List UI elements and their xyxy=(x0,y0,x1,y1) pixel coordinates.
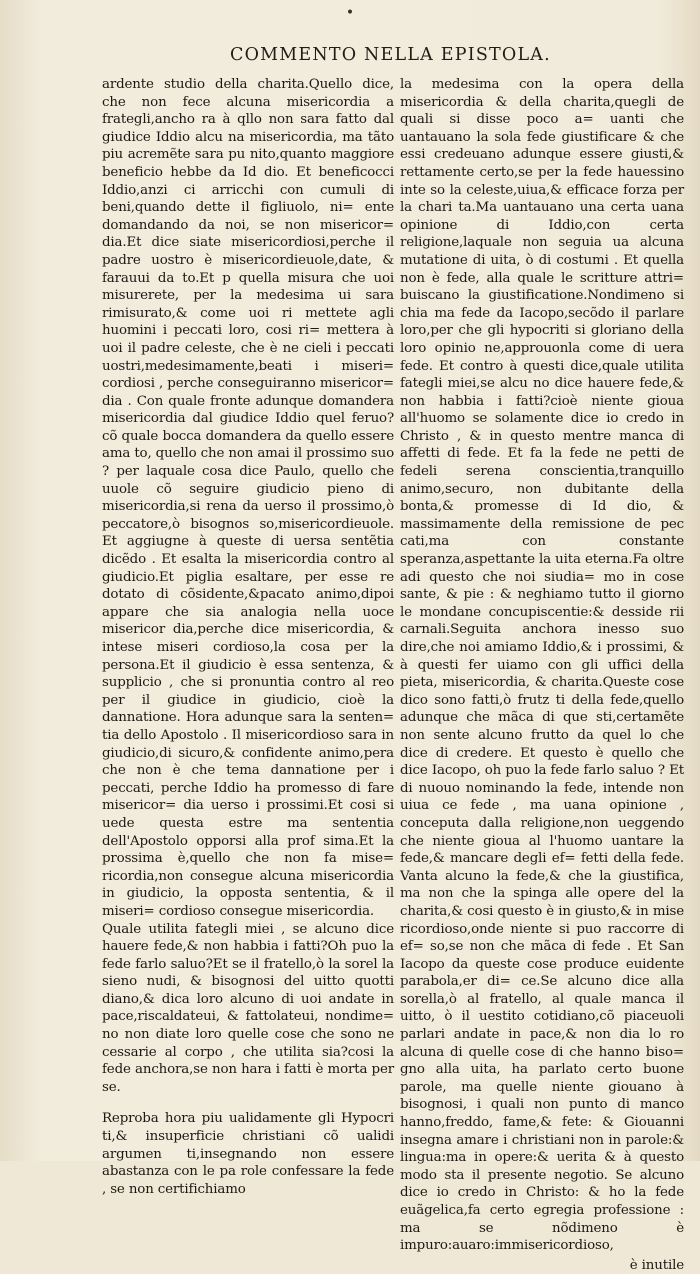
printer-mark: • xyxy=(345,5,355,21)
left-paragraph-3: Reproba hora piu ualidamente gli Hypocri ti,& insuperficie christiani cõ ualidi argumen ti,insegnando non essere abastanza con le pa role confessare la fede , se non certifichiamo xyxy=(102,1111,394,1197)
right-paragraph-1: la medesima con la opera della misericordia & della charita,quegli de quali si disse poco a= uanti che uantauano la sola fede giustificare & che essi credeuano adunque essere giusti,& rettamente certo,se per la fede hauessino inte so la celeste,uiua,& efficace forza per la chari ta.Ma uantauano una certa uana opinione di Iddio,con certa religione,laquale non seguia ua alcuna mutatione di uita, ò di costumi . Et quella non è fede, alla quale le scritture attri= buiscano la giustificatione.Nondimeno si chia ma fede da Iacopo,secõdo il parlare loro,per che gli hypocriti si gloriano della loro opinio ne,approuonla come di uera fede. Et contro à questi dice,quale utilita fategli miei,se alcu no dice hauere fede,& non habbia i fatti?cioè niente gioua all'huomo se solamente dice io credo in Christo , & in questo mentre manca di affetti di fede. Et fa la fede ne petti de fedeli serena conscientia,tranquillo animo,securo, non dubitante della bonta,& promesse di Id dio, & massimamente della remissione de pec cati,ma con constante speranza,aspettante la uita eterna.Fa oltre adi questo che noi siudia= mo in cose sante, & pie : & neghiamo tutto il giorno le mondane concupiscentie:& desside rii carnali.Seguita anchora inesso suo dire,che noi amiamo Iddio,& i prossimi, & à questi fer uiamo con gli uffici della pieta, misericordia, & charita.Queste cose dico sono fatti,ò frutz ti della fede,quello adunque che mãca di que sti,certamẽte non sente alcuno frutto da quel lo che dice di credere. Et questo è quello che dice Iacopo, oh puo la fede farlo saluo ? Et di nuouo nominando la fede, intende non uiua ce fede , ma uana opinione , conceputa dalla religione,non ueggendo che niente gioua al l'huomo uantare la fede,& mancare degli ef= fetti della fede. Vanta alcuno la fede,& che la giustifica, ma non che la spinga alle opere del la charita,& cosi questo è in giusto,& in mise ricordioso,onde niente si puo raccorre di ef= so,se non che mãca di fede . Et San Iacopo da queste cose produce euidente parabola,er di= ce.Se alcuno dice alla sorella,ò al fratello, al quale manca il uitto, ò il uestito cotidiano,cõ piaceuoli parlari andate in pace,& non dia lo ro alcuna di quelle cose di che hanno biso= gno alla uita, ha parlato certo buone parole, ma quelle niente giouano à bisognosi, i quali non punto di manco hanno,freddo, fame,& fete: & Giouanni insegna amare i christiani non in parole:& lingua:ma in opere:& uerita & à questo modo sta il presente negotio. Se alcuno dice io credo in Christo: & ho la fede euãgelica,fa certo egregia professione : ma se nõdimeno è impuro:auaro:immisericordioso, xyxy=(400,77,684,1254)
catchword: è inutile xyxy=(629,1257,684,1273)
left-paragraph-2: Quale utilita fategli miei , se alcuno dice hauere fede,& non habbia i fatti?Oh puo la fede farlo saluo?Et se il fratello,ò la sorel la sieno nudi, & bisognosi del uitto quotti diano,& dica loro alcuno di uoi andate in pace,riscaldateui, & fattolateui, nondime= no non diate loro quelle cose che sono ne cessarie al corpo , che utilita sia?cosi la fede anchora,se non hara i fatti è morta per se. xyxy=(102,921,394,1095)
running-head: COMMENTO NELLA EPISTOLA. xyxy=(230,45,551,65)
left-paragraph-1: ardente studio della charita.Quello dice, che non fece alcuna misericordia a frategli,ancho ra à qllo non sara fatto dal giudice Iddio alcu na misericordia, ma tãto piu acremẽte sara pu nito,quanto maggiore beneficio hebbe da Id dio. Et beneficocci Iddio,anzi ci arricchi con cumuli di beni,quando dette il figliuolo, ni= ente domandando da noi, se non misericor= dia.Et dice siate misericordiosi,perche il padre uostro è misericordieuole,date, & farauui da to.Et p quella misura che uoi misurerete, per la medesima ui sara rimisurato,& come uoi ri mettete agli huomini i peccati loro, cosi ri= mettera à uoi il padre celeste, che è ne cieli i peccati uostri,medesimamente,beati i miseri= cordiosi , perche conseguiranno misericor= dia . Con quale fronte adunque domandera misericordia dal giudice Iddio quel feruo?cõ quale bocca domandera da quello essere ama to, quello che non amai il prossimo suo ? per laquale cosa dice Paulo, quello che uuole cõ seguire giudicio pieno di misericordia,si rena da uerso il prossimo,ò peccatore,ò bisognos so,misericordieuole. Et aggiugne à queste di uersa sentẽtia dicẽdo . Et esalta la misericordia contro al giudicio.Et piglia esaltare, per esse re dotato di cõsidente,&pacato animo,dipoi appare che sia analogia nella uoce misericor dia,perche dice misericordia, & intese miseri cordioso,la cosa per la persona.Et il giudicio è essa sentenza, & supplicio , che si pronuntia contro al reo per il giudice in giudicio, cioè la dannatione. Hora adunque sara la senten= tia dello Apostolo . Il misericordioso sara in giudicio,di sicuro,& confidente animo,pera che non è che tema dannatione per i peccati, perche Iddio ha promesso di fare misericor= dia uerso i prossimi.Et cosi si uede questa estre ma sententia dell'Apostolo opporsi alla prof sima.Et la prossima è,quello che non fa mise= ricordia,non consegue alcuna misericordia in giudicio, la opposta sententia, & il miseri= cordioso consegue misericordia. xyxy=(102,77,394,919)
paragraph-gap xyxy=(102,1096,394,1110)
right-column xyxy=(400,76,684,1274)
left-column xyxy=(102,76,394,1198)
